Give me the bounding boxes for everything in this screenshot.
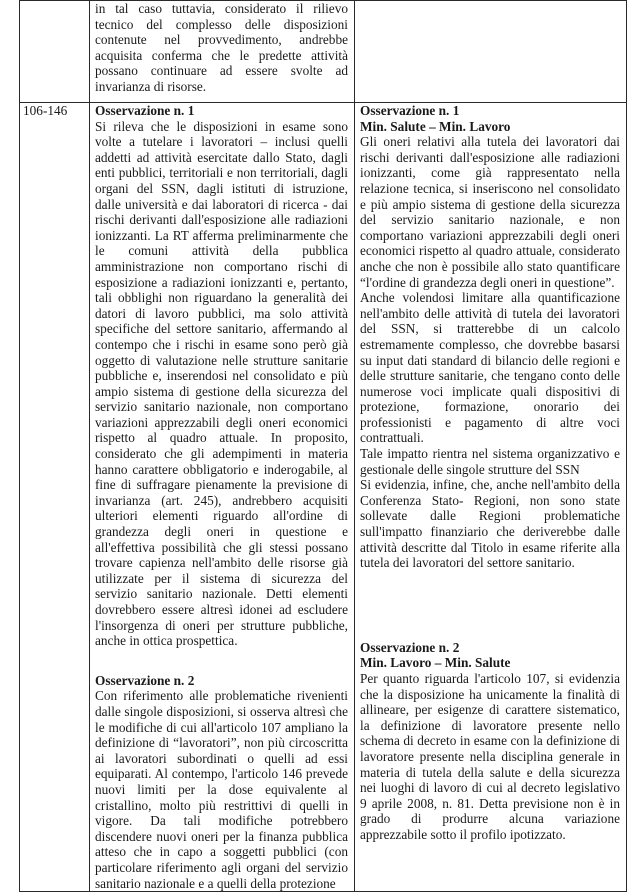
response-1-paragraph: Anche volendosi limitare alla quantificazione nell'ambito delle attività di tutela dei lavoratori del SSN, si tratterebbe di un calcolo estremamente complesso, che dovrebbe basarsi su input dati standard di bilancio delle regioni e delle strutture sanitarie, che tengano conto delle numerose voci implicate quali dispositivi di protezione, formazione, onorario dei professionisti e pagamento di altre voci contrattuali. [360, 290, 620, 446]
response-2-body: Per quanto riguarda l'articolo 107, si evidenzia che la disposizione ha unicamente la finalità di allineare, per esigenze di carattere sistematico, la definizione di lavoratore presente nello schema di decreto in esame con la definizione di lavoratore presente nella disciplina generale in materia di tutela della salute e della sicurezza nei luoghi di lavoro di cui al decreto legislativo 9 aprile 2008, n. 81. Detta previsione non è in grado di produrre alcuna variazione apprezzabile sotto il profilo ipotizzato. [360, 671, 620, 842]
article-range-cell [20, 103, 90, 892]
observation-1-title: Osservazione n. 1 [95, 103, 195, 118]
response-cell [355, 1, 627, 103]
observations-table [19, 0, 627, 892]
response-2-title: Osservazione n. 2 [360, 639, 460, 655]
table-row [20, 1, 627, 103]
response-2-ministries: Min. Lavoro – Min. Salute [360, 655, 511, 671]
response-1-paragraph: Gli oneri relativi alla tutela dei lavoratori dai rischi derivanti dall'esposizione alle radiazioni ionizzanti, come già rappresentato nella relazione tecnica, si inseriscono nel consolidato e più ampio sistema di gestione della sicurezza del servizio sanitario nazionale, e non comportano variazioni apprezzabili degli oneri economici rispetto al quadro attuale, considerato anche che non è possibile allo stato quantificare “l'ordine di grandezza degli oneri in questione”. [360, 134, 620, 290]
observation-continuation-text: in tal caso tuttavia, considerato il rilievo tecnico del complesso delle disposizioni contenute nel provvedimento, andrebbe acquisita conferma che le predette attività possano continuare ad essere svolte ad invarianza di risorse. [95, 1, 348, 94]
spacer [360, 571, 620, 640]
observation-2-body: Con riferimento alle problematiche rivenienti dalle singole disposizioni, si osserva altresì che le modifiche di cui all'articolo 107 ampliano la definizione di “lavoratori”, non più circoscritta ai lavoratori subordinati o quelli ad essi equiparati. Al contempo, l'articolo 146 prevede nuovi limiti per la dose equivalente al cristallino, molto più restrittivi di quelli in vigore. Da tali modifiche potrebbero discendere nuovi oneri per la finanza pubblica atteso che in capo a soggetti pubblici (con particolare riferimento agli organi del servizio sanitario nazionale e a quelli della protezione [95, 688, 348, 891]
observation-1-body: Si rileva che le disposizioni in esame sono volte a tutelare i lavoratori – inclusi quelli addetti ad attività esercitate dallo Stato, dagli enti pubblici, territoriali e non territoriali, dagli organi del SSN, dagli istituti di istruzione, dalle università e dai laboratori di ricerca - dai rischi derivanti dall'esposizione alle radiazioni ionizzanti. La RT afferma preliminarmente che le comuni attività della pubblica amministrazione non comportano rischi di esposizione a radiazioni ionizzanti e, pertanto, tali obblighi non riguardano la generalità dei datori di lavoro pubblici, ma solo attività specifiche del settore sanitario, affermando al contempo che i rischi in esame sono però già oggetto di valutazione nelle strutture sanitarie pubbliche e, inserendosi nel consolidato e più ampio sistema di gestione della sicurezza del servizio sanitario nazionale, non comportano variazioni apprezzabili degli oneri economici rispetto al quadro attuale. In proposito, considerato che gli adempimenti in materia hanno carattere obbligatorio e inderogabile, al fine di suffragare pienamente la previsione di invarianza (art. 245), andrebbero acquisiti ulteriori elementi riguardo all'ordine di grandezza degli oneri in questione e all'effettiva possibilità che gli stessi possano trovare capienza nell'ambito delle risorse già utilizzate per il sistema di sicurezza del servizio sanitario nazionale. Detti elementi dovrebbero essere altresì idonei ad escludere l'insorgenza di oneri per strutture pubbliche, anche in ottica prospettica. [95, 118, 348, 649]
response-cell [355, 103, 627, 892]
table-row [20, 103, 627, 892]
article-range-cell [20, 1, 90, 103]
response-1-title: Osservazione n. 1 [360, 103, 460, 118]
observation-cell [90, 1, 355, 103]
response-1-ministries: Min. Salute – Min. Lavoro [360, 118, 511, 134]
spacer [95, 649, 348, 673]
response-1-paragraph: Tale impatto rientra nel sistema organizzativo e gestionale delle singole strutture del SSN [360, 446, 620, 477]
article-range-label: 106-146 [23, 103, 68, 118]
observation-cell [90, 103, 355, 892]
response-1-paragraph: Si evidenzia, infine, che, anche nell'ambito della Conferenza Stato- Regioni, non sono state sollevate dalle Regioni problematiche sull'impatto finanziario che deriverebbe dalle attività descritte dal Titolo in esame riferite alla tutela dei lavoratori del settore sanitario. [360, 477, 620, 571]
observation-2-title: Osservazione n. 2 [95, 672, 195, 688]
